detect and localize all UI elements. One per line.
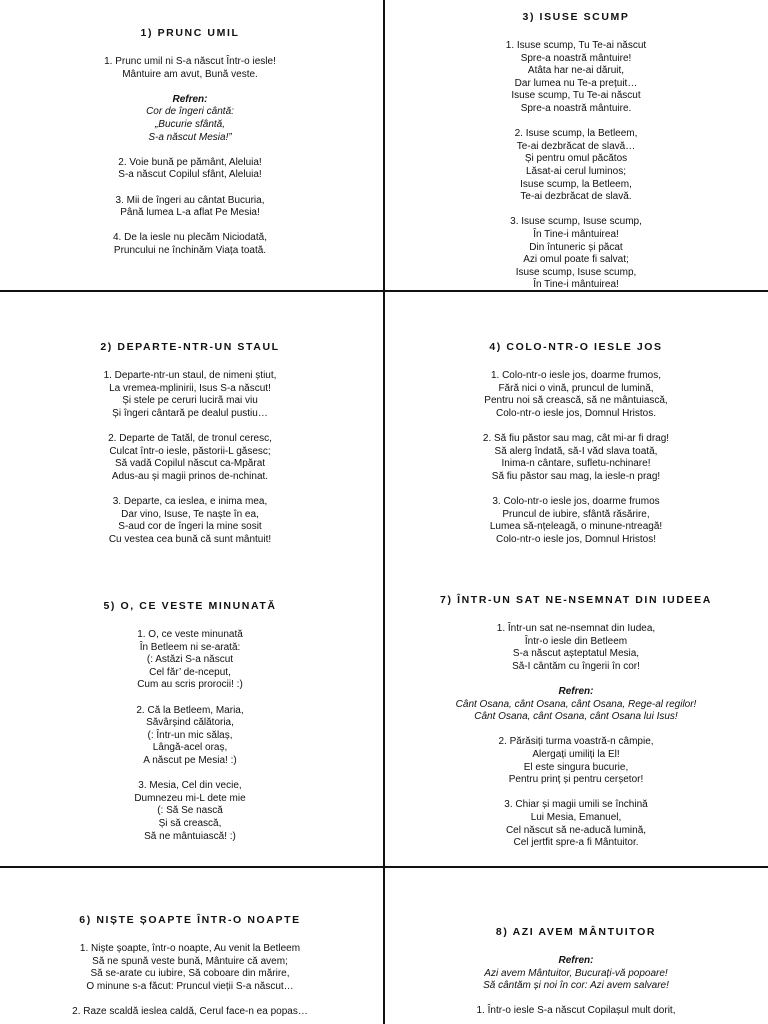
refrain-text: Azi avem Mântuitor, Bucurați-vă popoare! Să cântăm și noi în cor: Azi avem salvare!	[483, 967, 669, 992]
song-azi-avem-mantuitor	[390, 926, 762, 1018]
song-intr-un-sat-ne-nsemnat	[390, 594, 762, 850]
song-title: 5) O, CE VESTE MINUNATĂ	[103, 600, 277, 612]
stanza: 1. Departe-ntr-un staul, de nimeni știut, La vremea-mplinirii, Isus S-a născut! Și stele pe ceruri lucirã mai viu Și îngeri cântară pe dealul pustiu…	[103, 370, 277, 419]
stanza: 3. Isuse scump, Isuse scump, În Tine-i mântuirea! Din întuneric și păcat Azi omul poate fi salvat; Isuse scump, Isuse scump, În Tine-i mântuirea!	[510, 216, 642, 291]
song-title: 6) NIȘTE ȘOAPTE ÎNTR-O NOAPTE	[79, 914, 301, 926]
stanza: 2. Isuse scump, la Betleem, Te-ai dezbrăcat de slavă… Și pentru omul păcătos Lăsat-ai cerul luminos; Isuse scump, la Betleem, Te-ai dezbrăcat de slavă.	[514, 128, 638, 203]
song-title: 4) COLO-NTR-O IESLE JOS	[489, 341, 663, 353]
stanza: 1. O, ce veste minunată În Betleem ni se-arată: (: Astăzi S-a născut Cel făr’ de-nceput, Cum au scris prorocii! :)	[137, 629, 243, 691]
refrain-heading: Refren:	[172, 93, 208, 105]
stanza: 1. Într-o iesle S-a născut Copilașul mult dorit,	[476, 1005, 676, 1017]
refrain-heading: Refren:	[558, 955, 594, 966]
stanza: 2. Raze scaldă ieslea caldă, Cerul face-n ea popas…	[72, 1005, 308, 1017]
stanza: 1. Prunc umil ni S-a născut Într-o iesle! Mântuire am avut, Bună veste.	[104, 56, 276, 80]
refrain-heading: Refren:	[558, 685, 594, 697]
row-divider-right-2	[385, 866, 768, 868]
stanza: 3. Colo-ntr-o iesle jos, doarme frumos Pruncul de iubire, sfântă răsărire, Lumea să-nțeleagă, o minune-ntreagă! Colo-ntr-o iesle jos, Domnul Hristos!	[489, 495, 663, 545]
stanza: 2. Să fiu păstor sau mag, cât mi-ar fi drag! Să alerg îndată, să-I văd slava toată, Inima-n cântare, sufletu-nchinare! Să fiu păstor sau mag, la iesle-n prag!	[482, 432, 670, 482]
stanza: 2. Departe de Tatăl, de tronul ceresc, Culcat într-o iesle, păstorii-L găsesc; Să vadă Copilul născut ca-Mpărat Adus-au și magii prinos de-nchinat.	[108, 432, 272, 482]
song-title: 3) ISUSE SCUMP	[522, 11, 630, 23]
song-isuse-scump	[390, 11, 762, 292]
stanza: 3. Departe, ca ieslea, e inima mea, Dar vino, Isuse, Te naște în ea, S-aud cor de îngeri la mine sosit Cu vestea cea bună că sunt mântuit!	[108, 495, 272, 545]
refrain-text: Cânt Osana, cânt Osana, cânt Osana, Rege-al regilor! Cânt Osana, cânt Osana, cânt Osana lui Isus!	[455, 698, 697, 723]
song-title: 7) ÎNTR-UN SAT NE-NSEMNAT DIN IUDEEA	[440, 594, 712, 606]
song-title: 1) PRUNC UMIL	[140, 27, 240, 39]
song-niste-soapte-intr-o-noapte	[4, 914, 376, 1019]
song-title: 2) DEPARTE-NTR-UN STAUL	[100, 341, 280, 353]
stanza: 1. Într-un sat ne-nsemnat din Iudea, Într-o iesle din Betleem S-a născut așteptatul Mesia, Să-I cântăm cu îngerii în cor!	[496, 623, 656, 672]
song-o-ce-veste-minunata	[4, 600, 376, 843]
stanza: 1. Colo-ntr-o iesle jos, doarme frumos, Fără nici o vină, pruncul de lumină, Pentru noi să crească, să ne mântuiască, Colo-ntr-o iesle jos, Domnul Hristos.	[484, 370, 668, 419]
stanza: 4. De la iesle nu plecăm Niciodată, Pruncului ne închinăm Viața toată.	[113, 232, 267, 256]
stanza: 2. Că la Betleem, Maria, Săvârșind călătoria, (: Într-un mic sălaș, Lângă-acel oraș, A născut pe Mesia! :)	[136, 704, 244, 766]
stanza: 3. Mii de îngeri au cântat Bucuria, Până lumea L-a aflat Pe Mesia!	[115, 194, 265, 219]
song-title: 8) AZI AVEM MÂNTUITOR	[495, 926, 657, 938]
song-departe-ntr-un-staul	[4, 341, 376, 546]
stanza: 3. Mesia, Cel din vecie, Dumnezeu mi-L dete mie (: Să Se nască Și să crească, Să ne mântuiască! :)	[134, 780, 246, 842]
stanza: 2. Părăsiți turma voastră-n câmpie, Alergați umiliți la El! El este singura bucurie, Pentru prinț și pentru cerșetor!	[498, 736, 654, 786]
stanza: 1. Isuse scump, Tu Te-ai născut Spre-a noastră mântuire! Atâta har ne-ai dăruit, Dar lumea nu Te-a prețuit… Isuse scump, Tu Te-ai născut Spre-a noastră mântuire.	[505, 40, 647, 114]
row-divider-left-2	[0, 866, 383, 868]
stanza: 2. Voie bună pe pământ, Aleluia! S-a născut Copilul sfânt, Aleluia!	[118, 156, 262, 181]
column-divider	[383, 0, 385, 1024]
stanza: 1. Niște șoapte, într-o noapte, Au venit la Betleem Să ne spună veste bună, Mântuire că avem; Să se-arate cu iubire, Să coboare din mărire, O minune s-a făcut: Pruncul vieții S-a născut…	[79, 943, 301, 992]
row-divider-left-1	[0, 290, 383, 292]
song-prunc-umil	[4, 27, 376, 258]
refrain-text: Cor de îngeri cântă: „Bucurie sfântă, S-a născut Mesia!”	[146, 106, 234, 143]
stanza: 3. Chiar și magii umili se închină Lui Mesia, Emanuel, Cel născut să ne-aducă lumină, Cel jertfit spre-a fi Mântuitor.	[504, 799, 648, 849]
song-colo-ntr-o-iesle-jos	[390, 341, 762, 546]
